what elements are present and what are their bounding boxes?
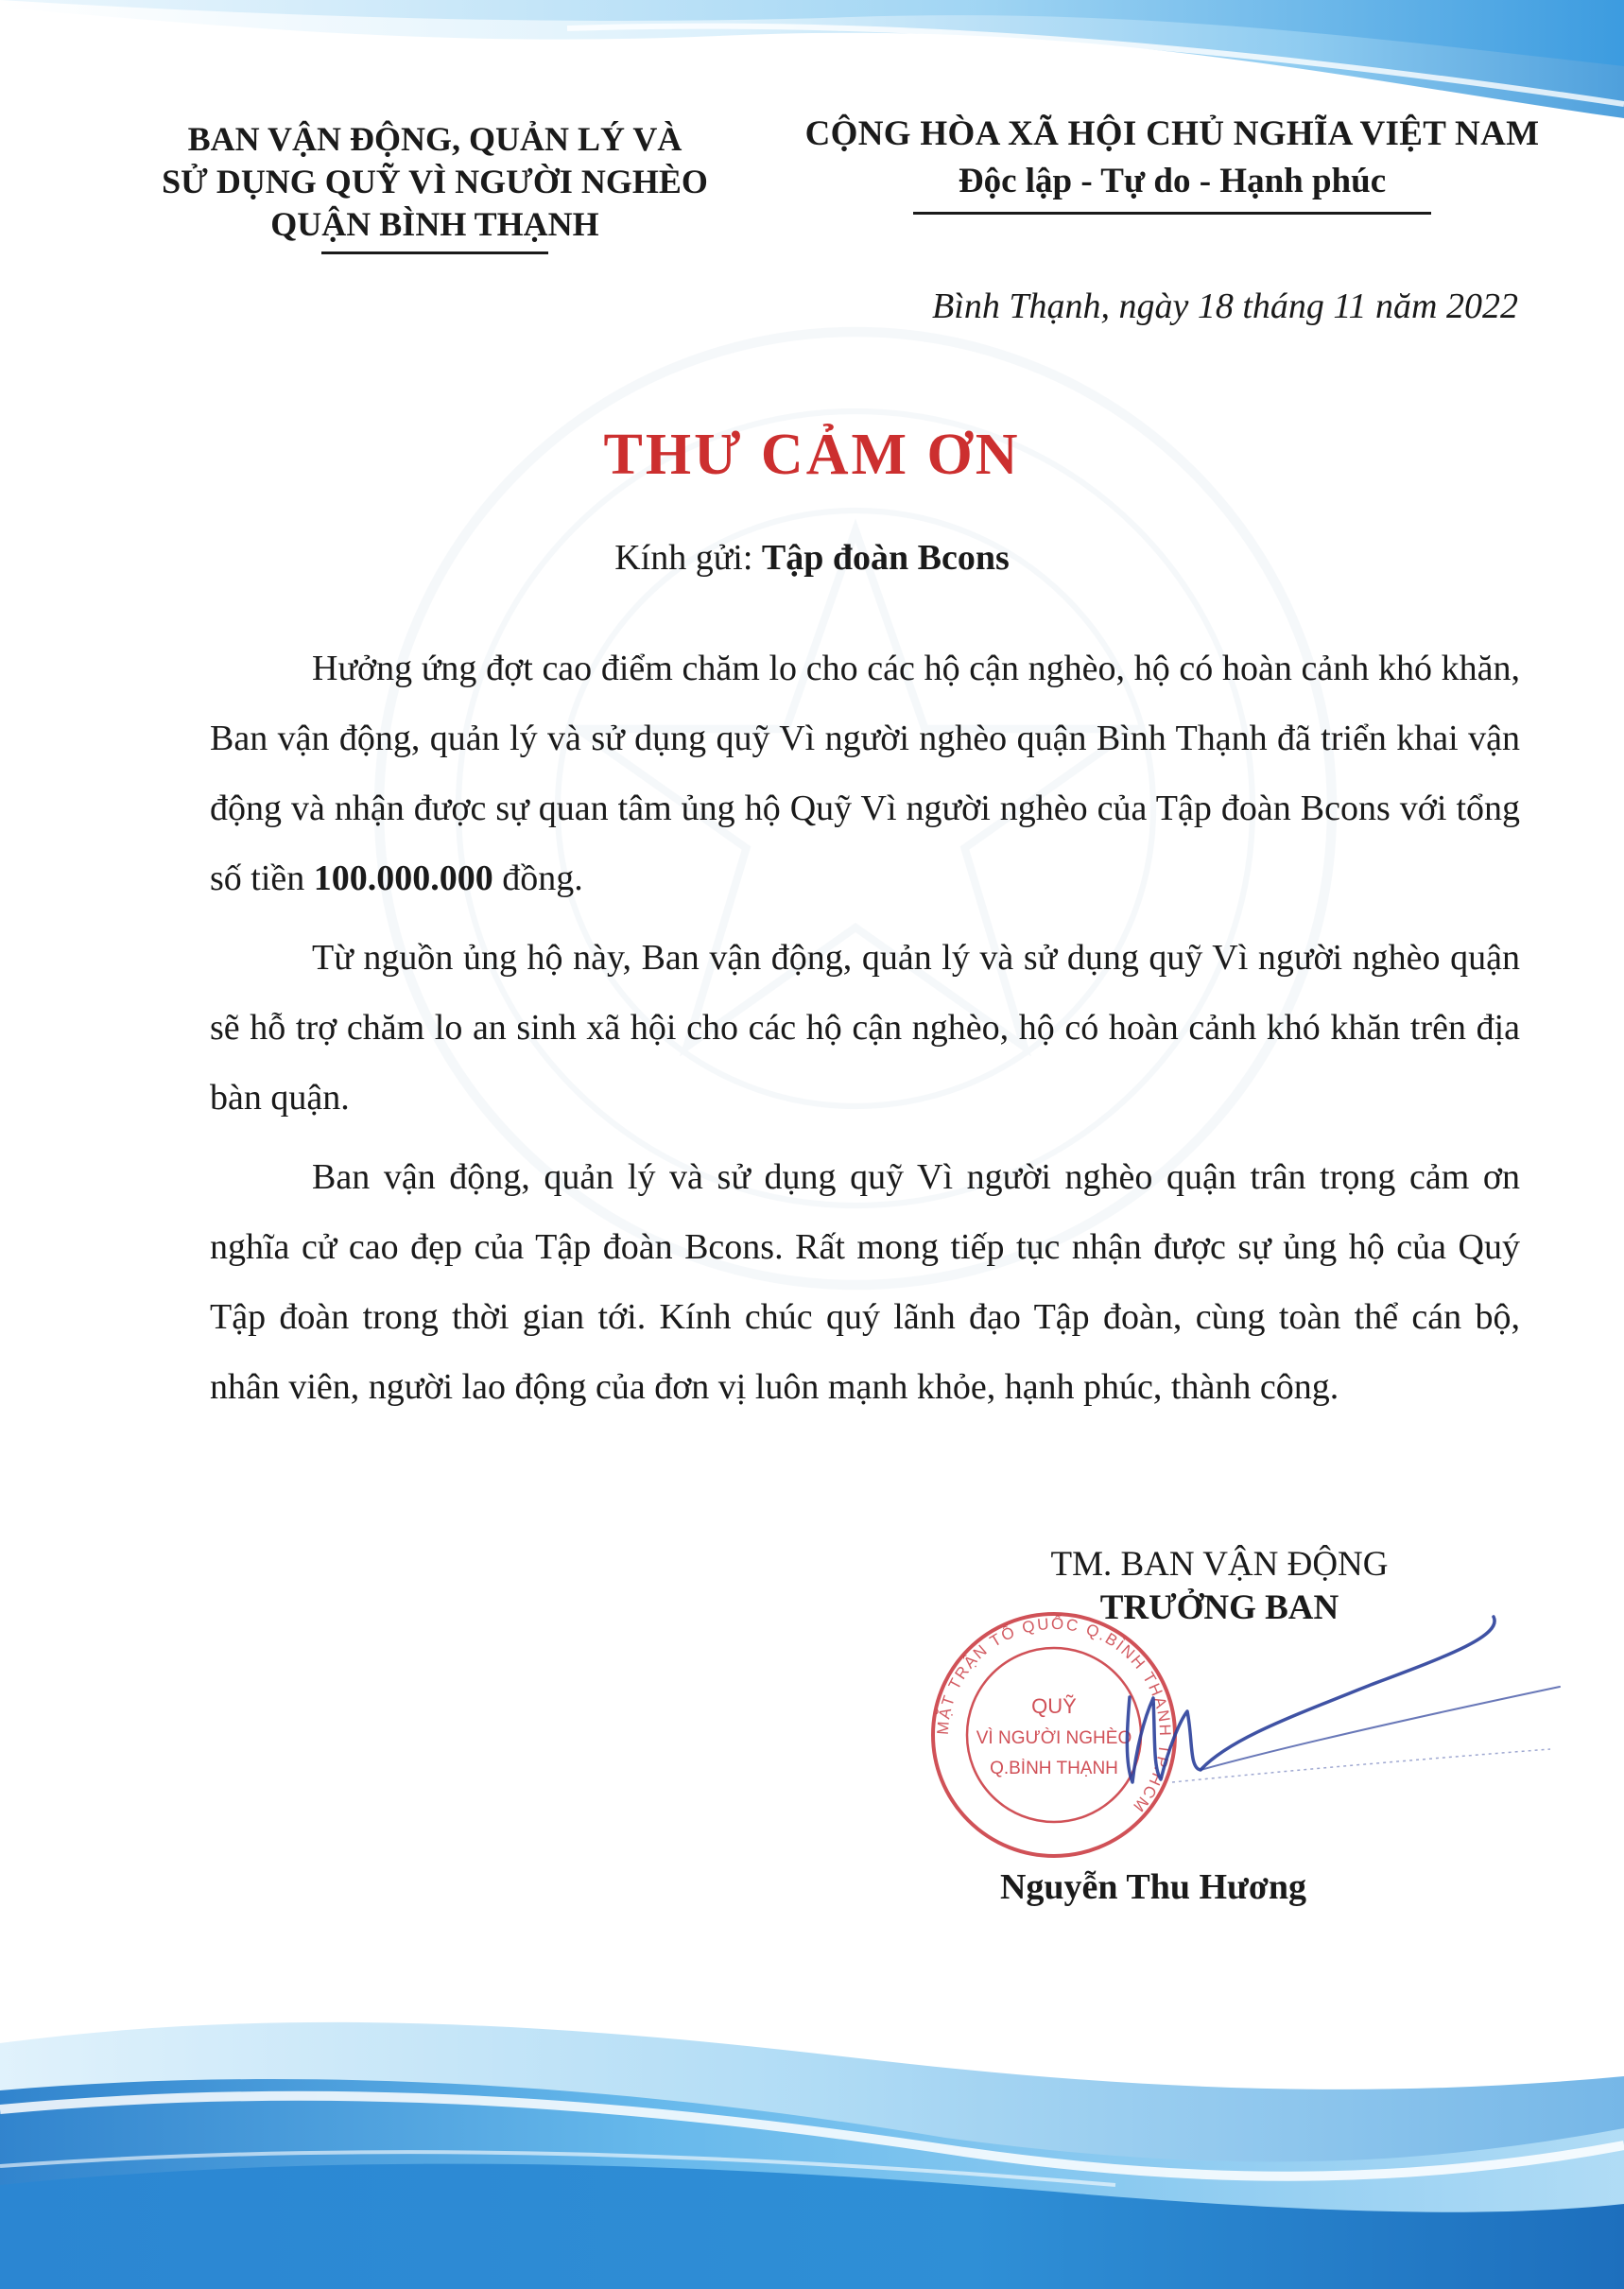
org-underline <box>321 251 548 254</box>
national-motto: Độc lập - Tự do - Hạnh phúc <box>958 162 1387 200</box>
handwritten-signature <box>1087 1607 1579 1825</box>
paragraph-1 <box>210 633 1520 913</box>
signing-on-behalf: TM. BAN VẬN ĐỘNG <box>1050 1545 1389 1584</box>
letter-date: Bình Thạnh, ngày 18 tháng 11 năm 2022 <box>932 286 1518 326</box>
nation-name: CỘNG HÒA XÃ HỘI CHỦ NGHĨA VIỆT NAM <box>804 114 1540 153</box>
greeting-label: Kính gửi: <box>614 538 762 578</box>
stamp-line-2: VÌ NGƯỜI NGHÈO <box>976 1728 1132 1748</box>
stamp-ring-text: MẶT TRẬN TỔ QUỐC Q.BÌNH THẠNH TP.HCM <box>933 1614 1175 1817</box>
stamp-line-1: QUỸ <box>1031 1694 1077 1718</box>
letter-title: THƯ CẢM ƠN <box>603 423 1021 487</box>
signer-role: TRƯỞNG BAN <box>1099 1588 1339 1627</box>
issuing-organization <box>113 118 756 254</box>
paragraph-2: Từ nguồn ủng hộ này, Ban vận động, quản lý và sử dụng quỹ Vì người nghèo quận sẽ hỗ trợ chăm lo an sinh xã hội cho các hộ cận nghèo, hộ có hoàn cảnh khó khăn trên địa bàn quận. <box>210 938 1520 1118</box>
paragraph-1-text: Hưởng ứng đợt cao điểm chăm lo cho các hộ cận nghèo, hộ có hoàn cảnh khó khăn, Ban vận động, quản lý và sử dụng quỹ Vì người nghèo quận Bình Thạnh đã triển khai vận động và nhận được sự quan tâm ủng hộ Quỹ Vì người nghèo của Tập đoàn Bcons với tổng số tiền <box>210 649 1520 898</box>
national-header <box>756 112 1588 215</box>
signer-name: Nguyễn Thu Hương <box>999 1867 1307 1907</box>
org-line-2: SỬ DỤNG QUỸ VÌ NGƯỜI NGHÈO <box>162 163 708 200</box>
org-line-1: BAN VẬN ĐỘNG, QUẢN LÝ VÀ <box>187 120 682 158</box>
paragraph-3: Ban vận động, quản lý và sử dụng quỹ Vì người nghèo quận trân trọng cảm ơn nghĩa cử cao đẹp của Tập đoàn Bcons. Rất mong tiếp tục nhận được sự ủng hộ của Quý Tập đoàn trong thời gian tới. Kính chúc quý lãnh đạo Tập đoàn, cùng toàn thể cán bộ, nhân viên, người lao động của đơn vị luôn mạnh khỏe, hạnh phúc, thành công. <box>210 1157 1520 1407</box>
donation-amount: 100.000.000 <box>313 858 493 898</box>
org-line-3: QUẬN BÌNH THẠNH <box>270 205 599 243</box>
stamp-line-3: Q.BÌNH THẠNH <box>990 1759 1118 1778</box>
recipient-name: Tập đoàn Bcons <box>761 538 1010 578</box>
paragraph-1-end: đồng. <box>492 858 583 898</box>
bottom-wave-decoration <box>0 1986 1624 2289</box>
letter-body <box>210 633 1520 1431</box>
greeting-line <box>0 537 1624 579</box>
motto-underline <box>913 212 1431 215</box>
